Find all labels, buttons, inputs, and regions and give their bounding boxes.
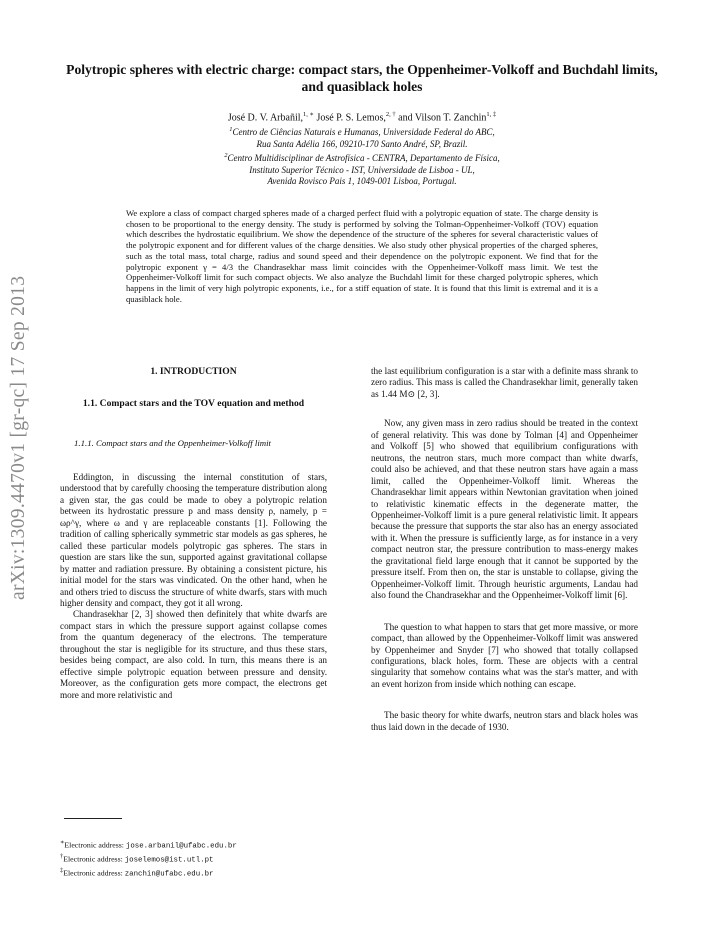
affiliation-line: $^2$Centro Multidisciplinar de Astrofísica - CENTRA, Departamento de Física,: [224, 152, 500, 164]
author-arbanil: José D. V. Arbañil,: [227, 112, 304, 124]
paper-title: Polytropic spheres with electric charge: compact stars, the Oppenheimer-Volkoff and Buchdahl limits, and quasiblack holes: [66, 62, 658, 94]
author-zanchin: and Vilson T. Zanchin: [398, 112, 487, 124]
paragraph: Chandrasekhar [2, 3] showed then definitely that white dwarfs are compact stars in which the pressure support against collapse comes from the quantum degeneracy of the electrons. The temperature throughout the star is negligible for its structure, and thus these stars, besides being compact, are also cold. In turn, this means there is an effective simple polytropic equation between pressure and density. Moreover, as the configuration gets more compact, the electrons get more and more relativistic and: [60, 609, 327, 700]
affiliation-line: Avenida Rovisco Pais 1, 1049-001 Lisboa, Portugal.: [267, 176, 457, 187]
paragraph: Now, any given mass in zero radius should be treated in the context of general relativity. This was done by Tolman [4] and Oppenheimer and Volkoff [5] who showed that equilibrium configurations with neutrons, the neutron stars, much more compact than white dwarfs, could also be achieved, and that these neutron stars have again a mass limit, called the Oppenheimer-Volkoff limit. Whereas the Chandrasekhar limit appears within Newtonian gravitation when joined to relativistic kinematic effects in the degenerate matter, the Oppenheimer-Volkoff limit is a pure general relativistic limit. It appears because the pressure that supports the star also has an energy associated with it. When the pressure is sufficiently large, as for instance in a very compact neutron star, the pressure contribution to mass-energy makes the gravitational field large enough that it cannot be supported by the pressure itself. From then on, the star is unstable to collapse, giving the Oppenheimer-Volkoff limit. Through heuristic arguments, Landau had also found the Chandrasekhar and the Oppenheimer-Volkoff limit [6].: [371, 418, 638, 601]
author-list: [60, 108, 664, 124]
footnote-rule: [64, 818, 122, 819]
arxiv-identifier: arXiv:1309.4470v1 [gr-qc] 17 Sep 2013: [8, 275, 29, 600]
paragraph: the last equilibrium configuration is a star with a definite mass shrank to zero radius. This mass is called the Chandrasekhar limit, generally taken as 1.44 M⊙ [2, 3].: [371, 366, 638, 399]
footnote: ∗Electronic address: jose.arbanil@ufabc.edu.br: [60, 839, 237, 851]
affiliation-line: $^1$Centro de Ciências Naturais e Humanas, Universidade Federal do ABC,: [229, 126, 495, 137]
paragraph: Eddington, in discussing the internal constitution of stars, understood that by carefully choosing the temperature distribution along a given star, the gas could be made to obey a polytropic relation between its hydrostatic pressure p and mass density ρ, namely, p = ωρ^γ, where ω and γ are replaceable constants [1]. Following the tradition of calling spherically symmetric star models as gas spheres, he called these particular models polytropic gas spheres. The stars in question are stars like the sun, supported against gravitational collapse by matter and radiation pressure. By obtaining a consistent picture, his initial model for the stars was vindicated. On the other hand, when he and others tried to discuss the structure of white dwarfs, stars with much higher density and compact, they got it all wrong.: [60, 472, 327, 608]
affiliation-line: Rua Santa Adélia 166, 09210-170 Santo André, SP, Brazil.: [256, 138, 468, 149]
author-lemos: José P. S. Lemos,: [316, 112, 386, 124]
affiliation-line: Instituto Superior Técnico - IST, Universidade de Lisboa - UL,: [249, 164, 475, 175]
email-link[interactable]: joselemos@ist.utl.pt: [124, 856, 214, 865]
left-column: [60, 472, 327, 701]
abstract: We explore a class of compact charged spheres made of a charged perfect fluid with a polytropic equation of state. The charge density is chosen to be proportional to the energy density. The study is performed by solving the Tolman-Oppenheimer-Volkoff (TOV) equation which describes the hydrostatic equilibrium. We show the dependence of the structure of the spheres for several characteristic values of the polytropic exponent and for different values of the charge densities. We also study other physical properties of the charged spheres, such as the total mass, total charge, radius and sound speed and their dependence on the polytropic exponent. We find that for the polytropic exponent γ = 4/3 the Chandrasekhar mass limit coincides with the Oppenheimer-Volkoff mass limit. We test the Oppenheimer-Volkoff limit for such compact objects. We also analyze the Buchdahl limit for these charged polytropic spheres, which happens in the limit of very high polytropic exponents, i.e., for a stiff equation of state. It is found that this limit is extremal and it is a quasiblack hole.: [126, 208, 598, 304]
author-marks: 1, ∗: [303, 111, 314, 118]
affiliations: [60, 124, 664, 188]
paragraph: The basic theory for white dwarfs, neutron stars and black holes was thus laid down in the decade of 1930.: [371, 710, 638, 732]
author-marks: 2, †: [385, 111, 396, 118]
footnote: ‡Electronic address: zanchin@ufabc.edu.br: [60, 867, 214, 879]
section-heading: 1. INTRODUCTION: [150, 366, 237, 377]
email-link[interactable]: jose.arbanil@ufabc.edu.br: [125, 842, 237, 851]
author-marks: 1, ‡: [486, 111, 497, 118]
right-column: [371, 366, 638, 733]
footnotes: [60, 838, 327, 881]
subsubsection-heading: 1.1.1. Compact stars and the Oppenheimer-Volkoff limit: [74, 438, 272, 448]
email-link[interactable]: zanchin@ufabc.edu.br: [124, 870, 214, 879]
footnote: †Electronic address: joselemos@ist.utl.pt: [60, 853, 214, 865]
subsection-heading: 1.1. Compact stars and the TOV equation and method: [82, 398, 305, 409]
paragraph: The question to what happen to stars that get more massive, or more compact, than allowed by the Oppenheimer-Volkoff limit was answered by Oppenheimer and Snyder [7] who showed that totally collapsed configurations, black holes, form. These are objects with a central singularity that somehow contains what was the star's matter, and with an event horizon from inside which nothing can escape.: [371, 621, 638, 689]
